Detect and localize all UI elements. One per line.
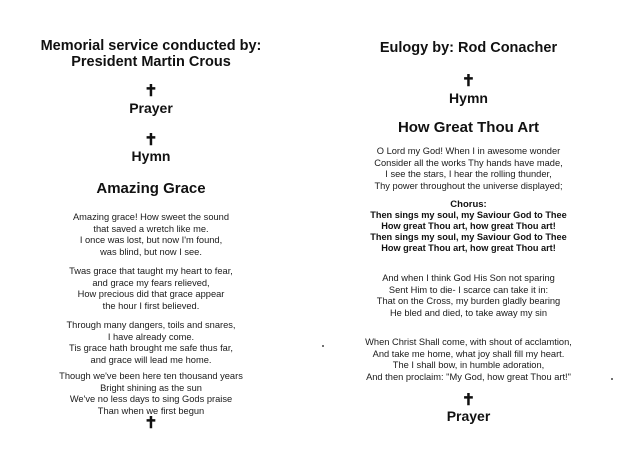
scan-speck — [611, 378, 613, 380]
chorus-line: Then sings my soul, my Saviour God to Thee — [370, 210, 567, 220]
hymn-verse — [0, 212, 302, 258]
left-column — [0, 0, 302, 454]
verse-line: And take me home, what joy shall fill my heart. — [372, 348, 565, 359]
eulogy-heading: Eulogy by: Rod Conacher — [379, 40, 558, 56]
verse-line: The I shall bow, in humble adoration, — [392, 360, 545, 370]
verse-line: And then proclaim: "My God, how great Thou art!" — [366, 371, 571, 382]
verse-line: Bright shining as the sun — [100, 382, 202, 393]
hymn-verse — [0, 266, 302, 312]
verse-line: Amazing grace! How sweet the sound — [72, 212, 230, 222]
verse-line: Twas grace that taught my heart to fear, — [69, 266, 233, 276]
verse-line: that saved a wretch like me. — [93, 223, 209, 234]
chorus-line: How great Thou art, how great Thou art! — [381, 221, 556, 231]
conductor-name: President Martin Crous — [71, 54, 231, 70]
right-column — [312, 0, 625, 454]
verse-line: That on the Cross, my burden gladly bearing — [376, 296, 561, 306]
song-title: Amazing Grace — [96, 180, 206, 197]
cross-icon: ✝ — [144, 415, 158, 432]
service-conductor-heading: Memorial service conducted by: — [40, 38, 262, 54]
prayer-label: Prayer — [446, 408, 491, 424]
verse-line: was blind, but now I see. — [100, 246, 202, 257]
chorus-line: How great Thou art, how great Thou art! — [381, 243, 556, 253]
verse-line: We've no less days to sing Gods praise — [69, 394, 233, 404]
verse-line: Thy power throughout the universe displayed; — [374, 180, 563, 191]
hymn-verse — [0, 320, 302, 366]
verse-line: Though we've been here ten thousand years — [59, 371, 243, 381]
hymn-verse — [312, 337, 625, 383]
hymn-verse — [0, 371, 302, 417]
verse-line: He bled and died, to take away my sin — [389, 307, 548, 318]
verse-line: Sent Him to die- I scarce can take it in: — [388, 284, 549, 295]
cross-icon: ✝ — [461, 73, 476, 90]
hymn-verse — [312, 146, 625, 192]
verse-line: and grace my fears relieved, — [92, 277, 210, 288]
verse-line: I have already come. — [107, 331, 195, 342]
scan-speck — [322, 345, 324, 347]
verse-line: and grace will lead me home. — [90, 354, 212, 365]
chorus-line: Then sings my soul, my Saviour God to Thee — [370, 232, 567, 242]
hymn-label: Hymn — [449, 90, 488, 106]
cross-icon: ✝ — [144, 83, 158, 100]
song-title: How Great Thou Art — [397, 119, 540, 136]
cross-icon: ✝ — [461, 392, 476, 409]
verse-line: When Christ Shall come, with shout of acclamtion, — [365, 337, 572, 347]
verse-line: Than when we first begun — [97, 405, 205, 416]
verse-line: O Lord my God! When I in awesome wonder — [376, 146, 561, 156]
hymn-label: Hymn — [131, 148, 171, 164]
prayer-label: Prayer — [129, 100, 173, 116]
verse-line: Tis grace hath brought me safe thus far, — [69, 343, 233, 353]
verse-line: I once was lost, but now I'm found, — [79, 235, 223, 245]
verse-line: And when I think God His Son not sparing — [382, 273, 555, 283]
chorus-label: Chorus: — [450, 199, 487, 210]
chorus-block — [312, 210, 625, 254]
verse-line: the hour I first believed. — [102, 300, 200, 311]
verse-line: I see the stars, I hear the rolling thunder, — [385, 169, 552, 179]
hymn-verse — [312, 273, 625, 319]
verse-line: How precious did that grace appear — [77, 289, 225, 299]
cross-icon: ✝ — [144, 132, 158, 149]
verse-line: Through many dangers, toils and snares, — [66, 320, 236, 330]
verse-line: Consider all the works Thy hands have made, — [374, 157, 563, 168]
